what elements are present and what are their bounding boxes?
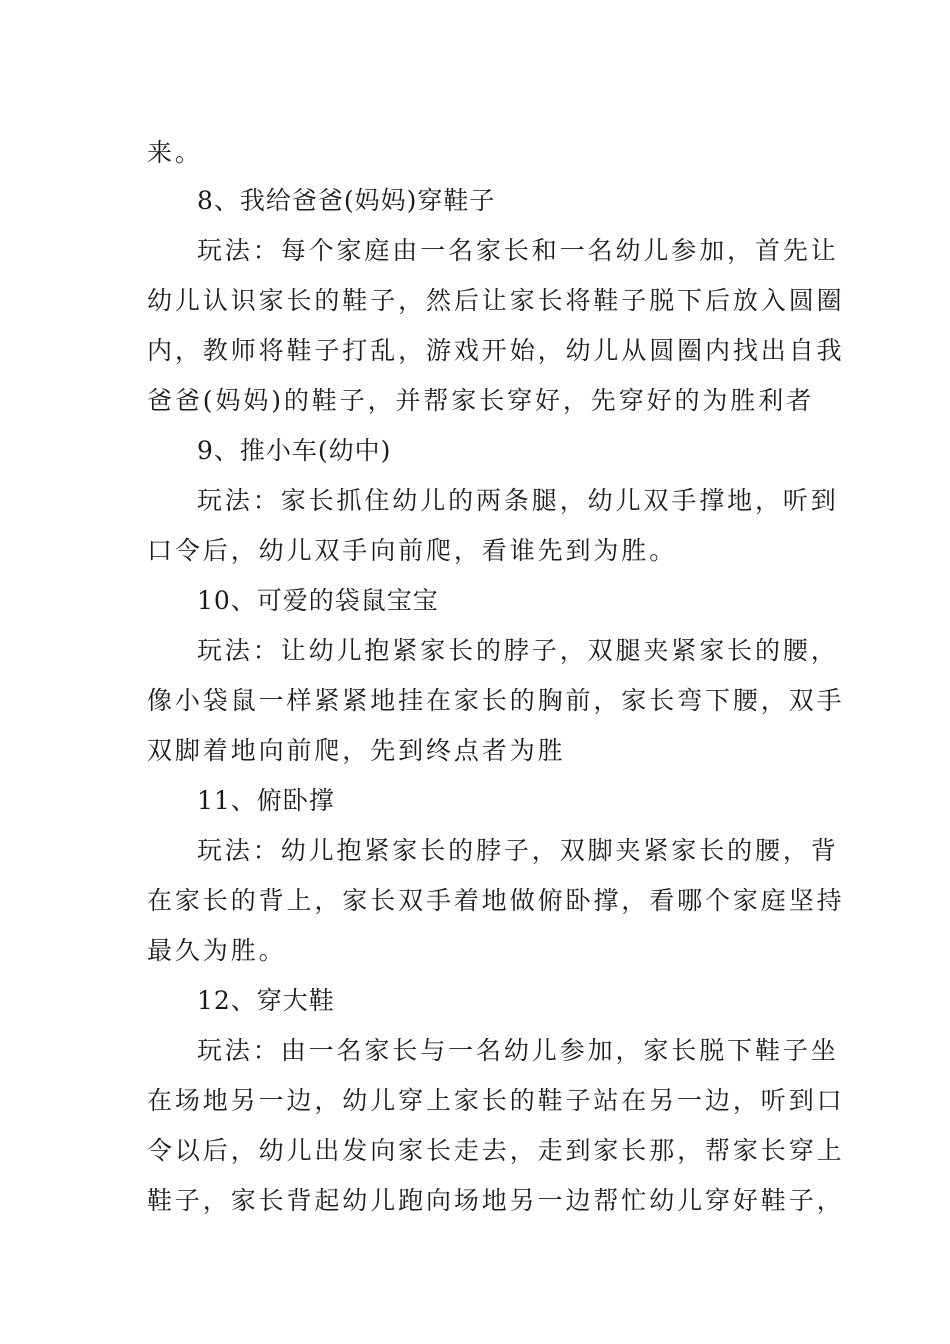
section-heading: 8、我给爸爸(妈妈)穿鞋子 [197, 186, 496, 215]
section-heading: 12、穿大鞋 [197, 986, 335, 1015]
text-line: 在场地另一边，幼儿穿上家长的鞋子站在另一边，听到口 [147, 1086, 845, 1115]
text-line: 双脚着地向前爬，先到终点者为胜 [147, 736, 566, 765]
section-heading: 10、可爱的袋鼠宝宝 [197, 586, 439, 615]
section-heading: 9、推小车(幼中) [197, 436, 392, 465]
text-line: 幼儿认识家长的鞋子，然后让家长将鞋子脱下后放入圆圈 [147, 286, 845, 315]
text-line: 来。 [147, 138, 203, 167]
text-line: 玩法：幼儿抱紧家长的脖子，双脚夹紧家长的腰，背 [197, 836, 839, 865]
text-line: 内，教师将鞋子打乱，游戏开始，幼儿从圆圈内找出自我 [147, 336, 845, 365]
text-line: 鞋子，家长背起幼儿跑向场地另一边帮忙幼儿穿好鞋子， [147, 1186, 845, 1215]
text-line: 在家长的背上，家长双手着地做俯卧撑，看哪个家庭坚持 [147, 886, 845, 915]
text-line: 口令后，幼儿双手向前爬，看谁先到为胜。 [147, 536, 678, 565]
text-line: 爸爸(妈妈)的鞋子，并帮家长穿好，先穿好的为胜利者 [147, 386, 815, 415]
text-line: 最久为胜。 [147, 936, 287, 965]
section-heading: 11、俯卧撑 [197, 786, 335, 815]
text-line: 玩法：每个家庭由一名家长和一名幼儿参加，首先让 [197, 236, 839, 265]
text-line: 像小袋鼠一样紧紧地挂在家长的胸前，家长弯下腰，双手 [147, 686, 845, 715]
text-line: 玩法：家长抓住幼儿的两条腿，幼儿双手撑地，听到 [197, 486, 839, 515]
text-line: 令以后，幼儿出发向家长走去，走到家长那，帮家长穿上 [147, 1136, 845, 1165]
text-line: 玩法：由一名家长与一名幼儿参加，家长脱下鞋子坐 [197, 1036, 839, 1065]
text-line: 玩法：让幼儿抱紧家长的脖子，双腿夹紧家长的腰， [197, 636, 839, 665]
